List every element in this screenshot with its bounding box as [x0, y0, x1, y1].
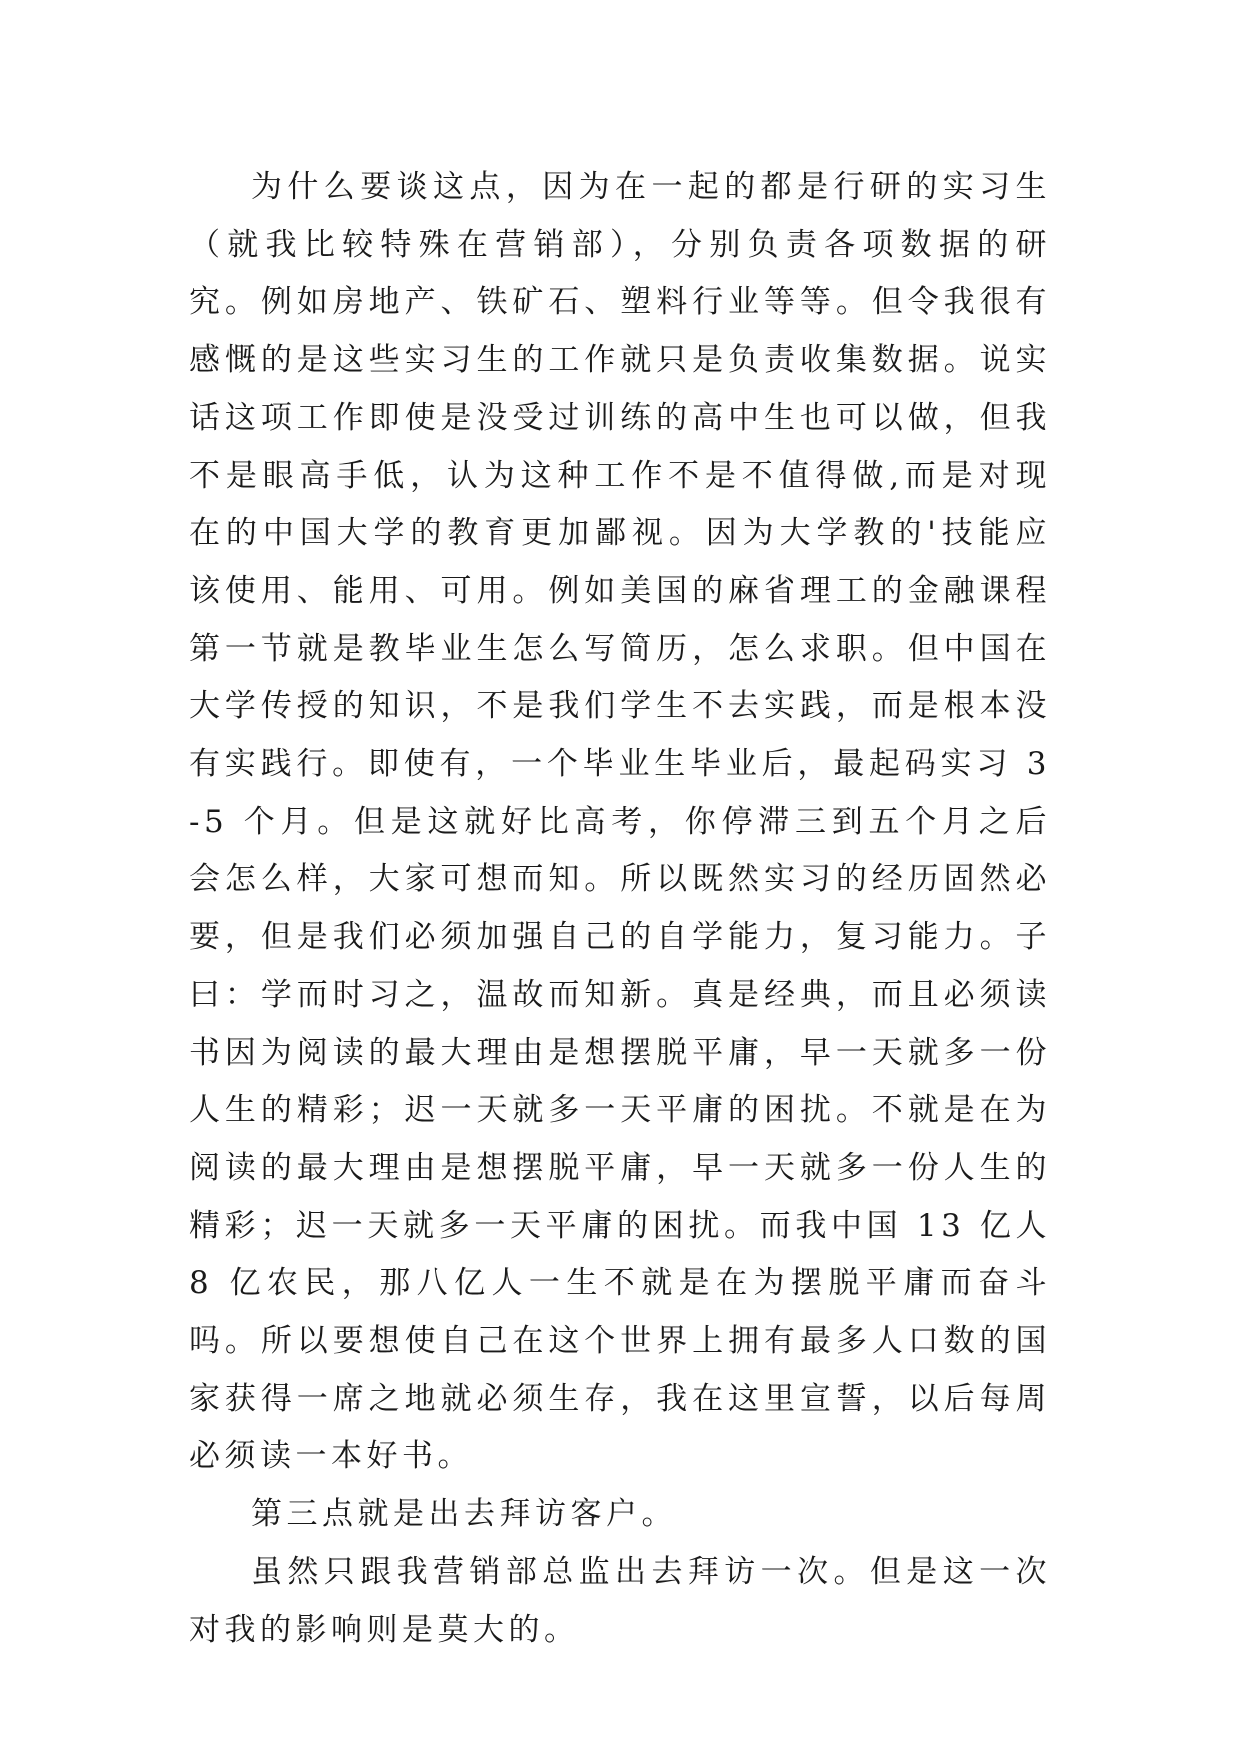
- paragraph-client-visit: 虽然只跟我营销部总监出去拜访一次。但是这一次对我的影响则是莫大的。: [189, 1553, 1051, 1648]
- paragraph-third-point: 第三点就是出去拜访客户。: [251, 1496, 677, 1533]
- paragraph-internship-reflection: 为什么要谈这点，因为在一起的都是行研的实习生（就我比较特殊在营销部），分别负责各项数据的研究。例如房地产、铁矿石、塑料行业等等。但令我很有感慨的是这些实习生的工作就只是负责收集数据。说实话这项工作即使是没受过训练的高中生也可以做，但我不是眼高手低，认为这种工作不是不值得做,而是对现在的中国大学的教育更加鄙视。因为大学教的'技能应该使用、能用、可用。例如美国的麻省理工的金融课程第一节就是教毕业生怎么写简历，怎么求职。但中国在大学传授的知识，不是我们学生不去实践，而是根本没有实践行。即使有，一个毕业生毕业后，最起码实习 3-5 个月。但是这就好比高考，你停滞三到五个月之后会怎么样，大家可想而知。所以既然实习的经历固然必要，但是我们必须加强自己的自学能力，复习能力。子曰：学而时习之，温故而知新。真是经典，而且必须读书因为阅读的最大理由是想摆脱平庸，早一天就多一份人生的精彩；迟一天就多一天平庸的困扰。不就是在为阅读的最大理由是想摆脱平庸，早一天就多一份人生的精彩；迟一天就多一天平庸的困扰。而我中国 13 亿人 8 亿农民，那八亿人一生不就是在为摆脱平庸而奋斗吗。所以要想使自己在这个世界上拥有最多人口数的国家获得一席之地就必须生存，我在这里宣誓，以后每周必须读一本好书。: [189, 169, 1051, 1475]
- document-body: [189, 159, 1051, 1659]
